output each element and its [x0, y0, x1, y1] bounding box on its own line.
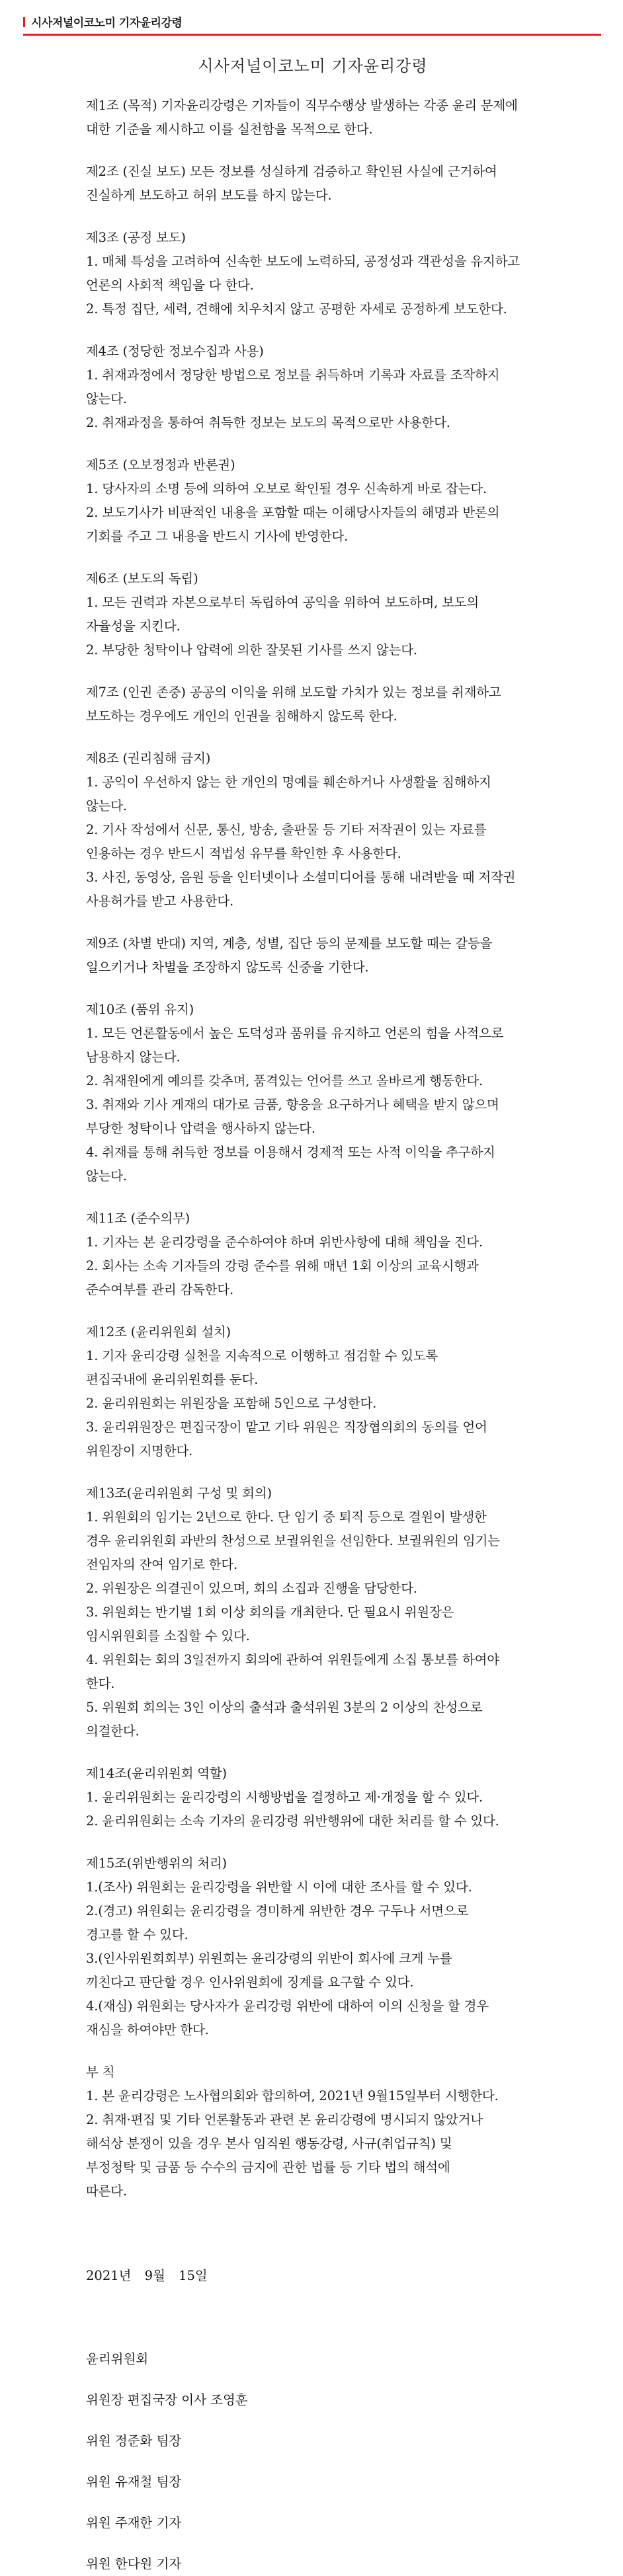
- article-text-line: 1. 모든 권력과 자본으로부터 독립하여 공익을 위하여 보도하며, 보도의: [86, 595, 479, 610]
- article-heading-line: 제2조 (진실 보도) 모든 정보를 성실하게 검증하고 확인된 사실에 근거하여: [86, 164, 497, 179]
- article-text-line: 일으키거나 차별을 조장하지 않도록 신중을 기한다.: [86, 960, 369, 975]
- article-heading-line: 제10조 (품위 유지): [86, 1002, 194, 1017]
- article-text-line: 1. 기자는 본 윤리강령을 준수하여야 하며 위반사항에 대해 책임을 진다.: [86, 1234, 483, 1250]
- article-heading-line: 제3조 (공정 보도): [86, 230, 186, 245]
- article-section: [86, 1207, 540, 1302]
- committee-member: 위원 한다원 기자: [86, 2556, 182, 2571]
- article-text-line: 기회를 주고 그 내용을 반드시 기사에 반영한다.: [86, 529, 349, 544]
- article-text-line: 2. 윤리위원회는 위원장을 포함해 5인으로 구성한다.: [86, 1396, 377, 1411]
- article-text-line: 1.(조사) 위원회는 윤리강령을 위반할 시 이에 대한 조사를 할 수 있다.: [86, 1879, 472, 1895]
- committee-member: 위원장 편집국장 이사 조영훈: [86, 2392, 248, 2407]
- article-text-line: 2. 취재·편집 및 기타 언론활동과 관련 본 윤리강령에 명시되지 않았거나: [86, 2112, 483, 2127]
- article-text-line: 2. 부당한 청탁이나 압력에 의한 잘못된 기사를 쓰지 않는다.: [86, 642, 417, 658]
- article-text-line: 남용하지 않는다.: [86, 1049, 181, 1065]
- article-text-line: 준수여부를 관리 감독한다.: [86, 1282, 234, 1297]
- committee-member: 위원 정준화 팀장: [86, 2433, 182, 2448]
- article-section: [86, 1762, 540, 1833]
- article-heading-line: 제15조(위반행위의 처리): [86, 1856, 227, 1871]
- article-text-line: 않는다.: [86, 391, 127, 406]
- article-section: [86, 453, 540, 549]
- article-section: [86, 1482, 540, 1743]
- article-text-line: 따른다.: [86, 2183, 127, 2199]
- header-title: 시사저널이코노미 기자윤리강령: [31, 17, 183, 30]
- article-heading-line: 제14조(윤리위원회 역할): [86, 1766, 227, 1781]
- article-text-line: 사용허가를 받고 사용한다.: [86, 893, 234, 909]
- page-header: [23, 12, 601, 36]
- article-text-line: 4. 위원회는 회의 3일전까지 회의에 관하여 위원들에게 소집 통보를 하여야: [86, 1652, 499, 1667]
- article-text-line: 5. 위원회 회의는 3인 이상의 출석과 출석위원 3분의 2 이상의 찬성으로: [86, 1700, 483, 1715]
- article-text-line: 1. 기자 윤리강령 실천을 지속적으로 이행하고 점검할 수 있도록: [86, 1348, 438, 1363]
- article-text-line: 부당한 청탁이나 압력을 행사하지 않는다.: [86, 1121, 315, 1136]
- accent-marker: [23, 17, 25, 27]
- article-text-line: 1. 위원회의 임기는 2년으로 한다. 단 임기 중 퇴직 등으로 결원이 발생한: [86, 1509, 487, 1525]
- header-rule: [23, 34, 601, 36]
- article-text-line: 한다.: [86, 1676, 115, 1691]
- article-heading-line: 제11조 (준수의무): [86, 1211, 190, 1226]
- article-text-line: 보도하는 경우에도 개인의 인권을 침해하지 않도록 한다.: [86, 708, 397, 724]
- article-heading-line: 제9조 (차별 반대) 지역, 계층, 성별, 집단 등의 문제를 보도할 때는 갈등을: [86, 936, 493, 951]
- article-text-line: 부정청탁 및 금품 등 수수의 금지에 관한 법률 등 기타 법의 해석에: [86, 2160, 450, 2175]
- article-text-line: 재심을 하여야만 한다.: [86, 2022, 209, 2037]
- article-heading-line: 제8조 (권리침해 금지): [86, 751, 211, 766]
- article-text-line: 2. 위원장은 의결권이 있으며, 회의 소집과 진행을 담당한다.: [86, 1581, 417, 1596]
- committee-block: [86, 2347, 540, 2576]
- article-text-line: 2. 회사는 소속 기자들의 강령 준수를 위해 매년 1회 이상의 교육시행과: [86, 1258, 479, 1273]
- article-text-line: 경고를 할 수 있다.: [86, 1927, 188, 1942]
- committee-name: 윤리위원회: [86, 2351, 149, 2367]
- article-text-line: 언론의 사회적 책임을 다 한다.: [86, 278, 254, 293]
- article-section: [86, 567, 540, 662]
- article-text-line: 자율성을 지킨다.: [86, 619, 181, 634]
- article-section: [86, 1852, 540, 2042]
- enactment-date: 2021년 9월 15일: [86, 2268, 208, 2283]
- article-text-line: 1. 취재과정에서 정당한 방법으로 정보를 취득하며 기록과 자료를 조작하지: [86, 367, 500, 383]
- article-heading-line: 제13조(윤리위원회 구성 및 회의): [86, 1486, 272, 1501]
- article-section: [86, 160, 540, 208]
- article-heading-line: 부 칙: [86, 2065, 115, 2080]
- article-heading-line: 제4조 (정당한 정보수집과 사용): [86, 344, 264, 359]
- article-text-line: 않는다.: [86, 1168, 127, 1184]
- article-heading-line: 제7조 (인권 존중) 공공의 이익을 위해 보도할 가치가 있는 정보를 취재하고: [86, 685, 501, 700]
- article-text-line: 1. 공익이 우선하지 않는 한 개인의 명예를 훼손하거나 사생활을 침해하지: [86, 775, 491, 790]
- article-text-line: 않는다.: [86, 798, 127, 814]
- article-section: [86, 932, 540, 979]
- article-text-line: 1. 윤리위원회는 윤리강령의 시행방법을 결정하고 제·개정을 할 수 있다.: [86, 1790, 483, 1805]
- article-text-line: 전임자의 잔여 임기로 한다.: [86, 1557, 238, 1572]
- article-section: [86, 747, 540, 913]
- article-section: [86, 340, 540, 435]
- article-text-line: 4.(재심) 위원회는 당사자가 윤리강령 위반에 대하여 이의 신청을 할 경우: [86, 1998, 489, 2014]
- article-heading-line: 제5조 (오보정정과 반론권): [86, 457, 235, 473]
- committee-member: 위원 주재한 기자: [86, 2515, 182, 2530]
- committee-member: 위원 유재철 팀장: [86, 2474, 182, 2489]
- article-text-line: 2. 취재과정을 통하여 취득한 정보는 보도의 목적으로만 사용한다.: [86, 415, 450, 430]
- article-text-line: 1. 매체 특성을 고려하여 신속한 보도에 노력하되, 공정성과 객관성을 유지하고: [86, 254, 520, 269]
- article-section: [86, 226, 540, 321]
- article-text-line: 인용하는 경우 반드시 적법성 유무를 확인한 후 사용한다.: [86, 846, 401, 861]
- article-text-line: 2. 특정 집단, 세력, 견해에 치우치지 않고 공평한 자세로 공정하게 보도한다.: [86, 301, 507, 317]
- article-text-line: 2. 취재원에게 예의를 갖추며, 품격있는 언어를 쓰고 올바르게 행동한다.: [86, 1073, 483, 1088]
- article-text-line: 2. 기사 작성에서 신문, 통신, 방송, 출판물 등 기타 저작권이 있는 자료를: [86, 822, 487, 837]
- article-heading-line: 제1조 (목적) 기자윤리강령은 기자들이 직무수행상 발생하는 각종 윤리 문제에: [86, 98, 518, 113]
- article-text-line: 3. 위원회는 반기별 1회 이상 회의를 개최한다. 단 필요시 위원장은: [86, 1605, 454, 1620]
- article-text-line: 1. 본 윤리강령은 노사협의회와 합의하여, 2021년 9월15일부터 시행한다.: [86, 2088, 499, 2103]
- article-section: [86, 681, 540, 728]
- article-text-line: 3. 윤리위원장은 편집국장이 맡고 기타 위원은 직장협의회의 동의를 얻어: [86, 1420, 487, 1435]
- article-text-line: 1. 당사자의 소명 등에 의하여 오보로 확인될 경우 신속하게 바로 잡는다.: [86, 481, 487, 496]
- article-text-line: 해석상 분쟁이 있을 경우 본사 임직원 행동강령, 사규(취업규칙) 및: [86, 2136, 452, 2151]
- article-text-line: 3. 사진, 동영상, 음원 등을 인터넷이나 소셜미디어를 통해 내려받을 때 저작권: [86, 870, 516, 885]
- article-text-line: 대한 기준을 제시하고 이를 실천함을 목적으로 한다.: [86, 122, 373, 137]
- article-text-line: 임시위원회를 소집할 수 있다.: [86, 1628, 250, 1644]
- article-text-line: 끼친다고 판단할 경우 인사위원회에 징계를 요구할 수 있다.: [86, 1975, 414, 1990]
- article-text-line: 경우 윤리위원회 과반의 찬성으로 보궐위원을 선임한다. 보궐위원의 임기는: [86, 1533, 500, 1548]
- article-text-line: 2. 보도기사가 비판적인 내용을 포함할 때는 이해당사자들의 해명과 반론의: [86, 505, 500, 520]
- article-text-line: 진실하게 보도하고 허위 보도를 하지 않는다.: [86, 188, 332, 203]
- article-heading-line: 제12조 (윤리위원회 설치): [86, 1324, 231, 1340]
- document-body: [86, 53, 540, 2576]
- article-text-line: 3. 취재와 기사 게재의 대가로 금품, 향응을 요구하거나 혜택을 받지 않으며: [86, 1097, 499, 1112]
- committee-members: [86, 2388, 540, 2576]
- article-text-line: 4. 취재를 통해 취득한 정보를 이용해서 경제적 또는 사적 이익을 추구하지: [86, 1145, 495, 1160]
- article-heading-line: 제6조 (보도의 독립): [86, 571, 198, 586]
- article-section: [86, 94, 540, 141]
- document-title: 시사저널이코노미 기자윤리강령: [198, 57, 428, 75]
- article-section: [86, 2061, 540, 2203]
- article-text-line: 위원장이 지명한다.: [86, 1443, 193, 1458]
- article-text-line: 2. 윤리위원회는 소속 기자의 윤리강령 위반행위에 대한 처리를 할 수 있다.: [86, 1813, 499, 1829]
- article-text-line: 편집국내에 윤리위원회를 둔다.: [86, 1372, 259, 1387]
- article-text-line: 의결한다.: [86, 1724, 140, 1739]
- article-text-line: 3.(인사위원회회부) 위원회는 윤리강령의 위반이 회사에 크게 누를: [86, 1951, 452, 1966]
- articles-list: [86, 94, 540, 2203]
- article-text-line: 1. 모든 언론활동에서 높은 도덕성과 품위를 유지하고 언론의 힘을 사적으로: [86, 1026, 504, 1041]
- article-section: [86, 1320, 540, 1463]
- article-text-line: 2.(경고) 위원회는 윤리강령을 경미하게 위반한 경우 구두나 서면으로: [86, 1903, 469, 1918]
- article-section: [86, 998, 540, 1188]
